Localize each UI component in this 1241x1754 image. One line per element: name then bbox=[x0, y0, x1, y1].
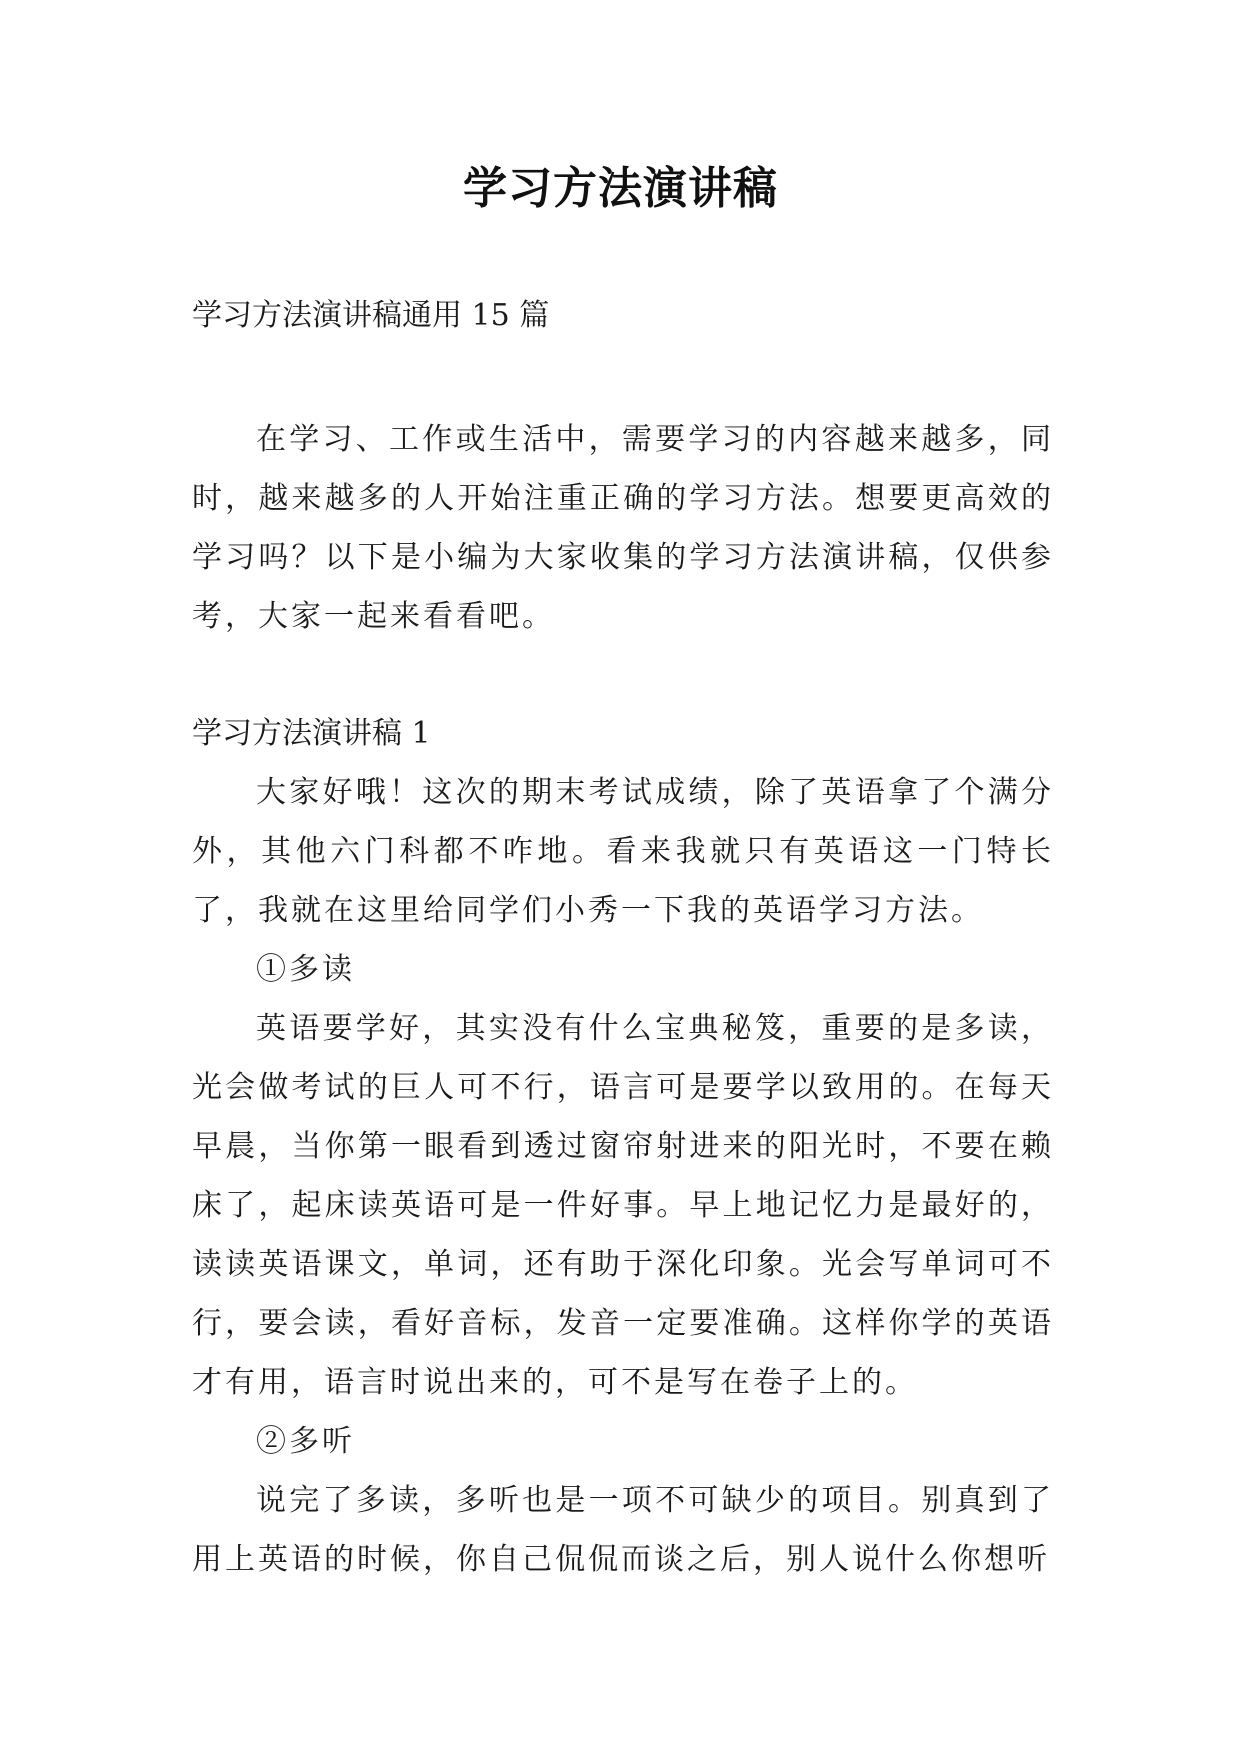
section-heading: 学习方法演讲稿 1 bbox=[192, 716, 431, 751]
section-paragraph: 大家好哦！这次的期末考试成绩，除了英语拿了个满分外，其他六门科都不咋地。看来我就只有英语这一门特长了，我就在这里给同学们小秀一下我的英语学习方法。 bbox=[192, 775, 1054, 928]
document-title: 学习方法演讲稿 bbox=[463, 163, 778, 214]
intro-paragraph: 在学习、工作或生活中，需要学习的内容越来越多，同时，越来越多的人开始注重正确的学习方法。想要更高效的学习吗？以下是小编为大家收集的学习方法演讲稿，仅供参考，大家一起来看看吧。 bbox=[192, 422, 1054, 634]
item-paragraph: 英语要学好，其实没有什么宝典秘笈，重要的是多读，光会做考试的巨人可不行，语言可是要学以致用的。在每天早晨，当你第一眼看到透过窗帘射进来的阳光时，不要在赖床了，起床读英语可是一件好事。早上地记忆力是最好的，读读英语课文，单词，还有助于深化印象。光会写单词可不行，要会读，看好音标，发音一定要准确。这样你学的英语才有用，语言时说出来的，可不是写在卷子上的。 bbox=[192, 1011, 1054, 1400]
item-paragraph: 说完了多读，多听也是一项不可缺少的项目。别真到了用上英语的时候，你自己侃侃而谈之后，别人说什么你想听 bbox=[192, 1483, 1054, 1577]
document-subtitle: 学习方法演讲稿通用 15 篇 bbox=[192, 298, 550, 333]
document-body bbox=[192, 410, 1054, 1589]
item-heading: ②多听 bbox=[256, 1424, 355, 1459]
item-heading: ①多读 bbox=[256, 952, 355, 987]
